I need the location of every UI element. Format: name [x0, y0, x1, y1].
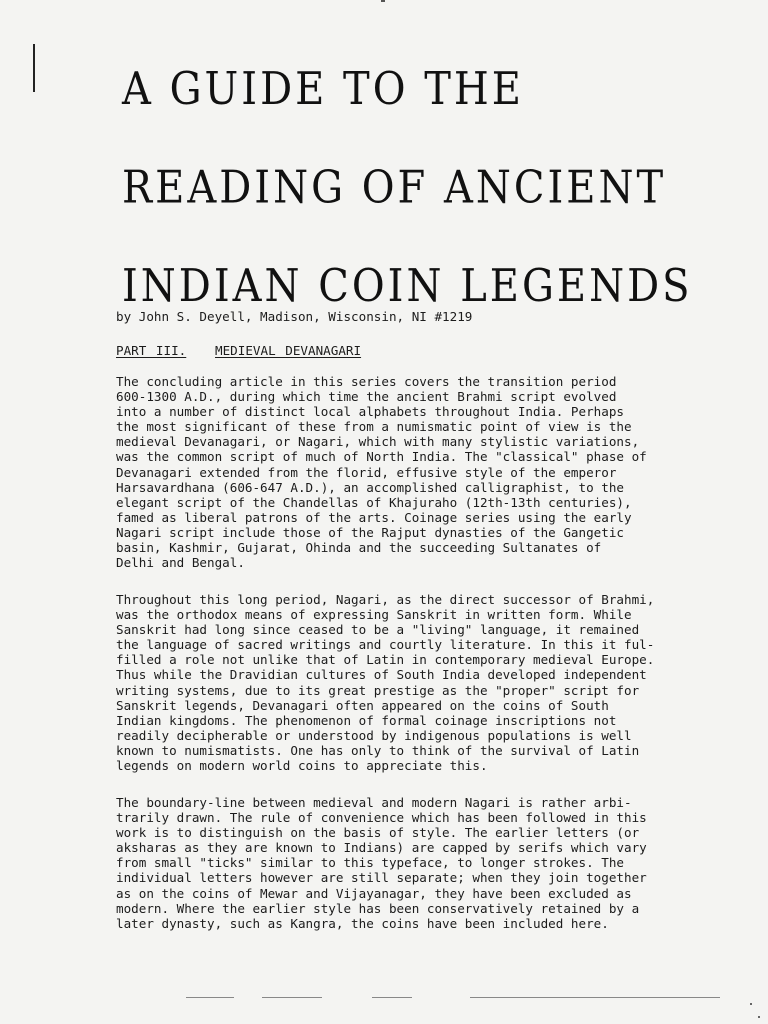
paragraph-line: as on the coins of Mewar and Vijayanagar, they have been excluded as — [116, 885, 632, 901]
byline: by John S. Deyell, Madison, Wisconsin, NI #1219 — [116, 309, 473, 324]
paragraph-line: Harsavardhana (606-647 A.D.), an accomplished calligraphist, to the — [116, 479, 624, 495]
scan-speck — [381, 0, 385, 2]
paragraph-line: modern. Where the earlier style has been conservatively retained by a — [116, 900, 640, 916]
paragraph-2 — [116, 592, 756, 773]
paragraph-line: Indian kingdoms. The phenomenon of formal coinage inscriptions not — [116, 712, 617, 728]
paragraph-line: Delhi and Bengal. — [116, 555, 245, 571]
paragraph-line: medieval Devanagari, or Nagari, which with many stylistic variations, — [116, 434, 640, 450]
scan-artifact-line — [186, 997, 234, 998]
part-number: PART III. — [116, 343, 187, 358]
paragraph-line: trarily drawn. The rule of convenience which has been followed in this — [116, 810, 647, 826]
paragraph-line: individual letters however are still separate; when they join together — [116, 870, 647, 886]
paragraph-line: The boundary-line between medieval and modern Nagari is rather arbi- — [116, 795, 632, 810]
paragraph-line: from small "ticks" similar to this typeface, to longer strokes. The — [116, 855, 624, 871]
paragraph-line: 600-1300 A.D., during which time the ancient Brahmi script evolved — [116, 389, 617, 405]
part-heading — [116, 343, 361, 358]
scan-artifact-line — [470, 997, 720, 998]
paragraph-3 — [116, 795, 756, 931]
paragraph-line: readily decipherable or understood by indigenous populations is well — [116, 727, 632, 743]
paragraph-line: the most significant of these from a numismatic point of view is the — [116, 419, 632, 435]
title-line: A GUIDE TO THE — [122, 63, 524, 116]
paragraph-line: the language of sacred writings and courtly literature. In this it ful- — [116, 637, 655, 653]
paragraph-line: filled a role not unlike that of Latin in contemporary medieval Europe. — [116, 652, 655, 668]
scan-artifact-line — [372, 997, 412, 998]
paragraph-line: Thus while the Dravidian cultures of South India developed independent — [116, 667, 647, 683]
paragraph-line: aksharas as they are known to Indians) are capped by serifs which vary — [116, 840, 647, 856]
title-line: INDIAN COIN LEGENDS — [122, 260, 693, 313]
paragraph-line: writing systems, due to its great prestige as the "proper" script for — [116, 682, 640, 698]
scan-artifact-dot — [750, 1003, 752, 1005]
paragraph-line: was the common script of much of North India. The "classical" phase of — [116, 449, 647, 465]
article-title — [122, 40, 693, 336]
paragraph-line: basin, Kashmir, Gujarat, Ohinda and the succeeding Sultanates of — [116, 540, 602, 556]
paragraph-line: known to numismatists. One has only to think of the survival of Latin — [116, 742, 640, 758]
paragraph-line: famed as liberal patrons of the arts. Coinage series using the early — [116, 509, 632, 525]
scan-artifact-dot — [758, 1016, 760, 1018]
paragraph-line: was the orthodox means of expressing Sanskrit in written form. While — [116, 607, 632, 623]
paragraph-line: later dynasty, such as Kangra, the coins have been included here. — [116, 915, 609, 931]
paragraph-line: The concluding article in this series covers the transition period — [116, 374, 617, 389]
paragraph-line: Devanagari extended from the florid, effusive style of the emperor — [116, 464, 617, 480]
paragraph-1 — [116, 374, 756, 570]
margin-mark — [33, 44, 35, 92]
paragraph-line: legends on modern world coins to appreciate this. — [116, 758, 488, 774]
section-title: MEDIEVAL DEVANAGARI — [215, 343, 362, 358]
paragraph-line: into a number of distinct local alphabets throughout India. Perhaps — [116, 404, 624, 420]
paragraph-line: Throughout this long period, Nagari, as the direct successor of Brahmi, — [116, 592, 655, 607]
paragraph-line: elegant script of the Chandellas of Khajuraho (12th-13th centuries), — [116, 494, 632, 510]
paragraph-line: Sanskrit legends, Devanagari often appeared on the coins of South — [116, 697, 609, 713]
scan-artifact-line — [262, 997, 322, 998]
title-line: READING OF ANCIENT — [122, 162, 667, 214]
paragraph-line: work is to distinguish on the basis of style. The earlier letters (or — [116, 825, 640, 841]
paragraph-line: Sanskrit had long since ceased to be a "living" language, it remained — [116, 622, 640, 638]
paragraph-line: Nagari script include those of the Rajput dynasties of the Gangetic — [116, 524, 624, 540]
